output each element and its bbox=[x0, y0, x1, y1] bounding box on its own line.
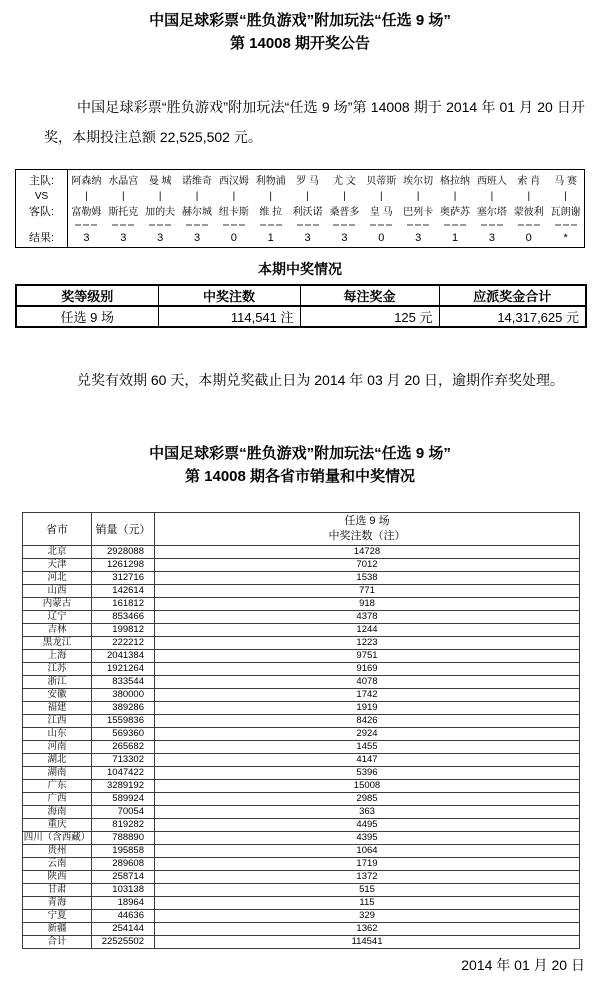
home-team: 西汉姆 bbox=[218, 176, 249, 187]
match-result: 0 bbox=[230, 232, 237, 244]
province-cell-name: 广东 bbox=[23, 780, 92, 793]
away-team: 加的夫 bbox=[145, 207, 176, 219]
province-header-name: 省市 bbox=[23, 513, 92, 546]
province-cell-sales: 2041384 bbox=[92, 650, 155, 663]
prize-header-amount: 每注奖金 bbox=[300, 285, 439, 306]
province-cell-wins: 2985 bbox=[155, 793, 580, 806]
province-cell-sales: 289608 bbox=[92, 858, 155, 871]
vs-separator: | bbox=[306, 191, 309, 202]
away-team: 维 拉 bbox=[259, 207, 283, 219]
table-row bbox=[23, 806, 580, 819]
table-row bbox=[23, 793, 580, 806]
province-cell-sales: 1261298 bbox=[92, 559, 155, 572]
home-team: 罗 马 bbox=[296, 176, 319, 187]
province-cell-sales: 1047422 bbox=[92, 767, 155, 780]
province-cell-name: 湖北 bbox=[23, 754, 92, 767]
home-team: 诺维奇 bbox=[182, 176, 212, 187]
match-column bbox=[252, 173, 289, 247]
away-team: 富勒姆 bbox=[71, 207, 102, 219]
match-result: 3 bbox=[304, 232, 311, 244]
province-cell-wins: 9751 bbox=[155, 650, 580, 663]
match-result: 3 bbox=[120, 232, 127, 244]
prize-table bbox=[15, 284, 587, 328]
match-result: 3 bbox=[341, 232, 348, 244]
match-column bbox=[510, 173, 547, 247]
province-cell-name: 上海 bbox=[23, 650, 92, 663]
province-cell-name: 山东 bbox=[23, 728, 92, 741]
dash-separator bbox=[326, 221, 363, 229]
province-cell-sales: 142614 bbox=[92, 585, 155, 598]
vs-separator: | bbox=[232, 191, 236, 202]
province-cell-name: 新疆 bbox=[23, 923, 92, 936]
home-team: 索 肖 bbox=[517, 176, 541, 187]
prize-section-title: 本期中奖情况 bbox=[258, 261, 342, 277]
table-row bbox=[23, 780, 580, 793]
province-cell-name: 北京 bbox=[23, 546, 92, 559]
table-row bbox=[23, 832, 580, 845]
province-cell-sales: 713302 bbox=[92, 754, 155, 767]
vs-separator: | bbox=[85, 191, 88, 202]
announcement-document bbox=[0, 9, 600, 975]
vs-separator: | bbox=[158, 191, 162, 202]
province-header-row bbox=[23, 513, 580, 546]
province-header-sales: 销量（元） bbox=[92, 513, 155, 546]
province-cell-sales: 389286 bbox=[92, 702, 155, 715]
table-row bbox=[23, 845, 580, 858]
province-cell-name: 内蒙古 bbox=[23, 598, 92, 611]
table-row bbox=[23, 910, 580, 923]
vs-separator: | bbox=[490, 191, 494, 202]
row-label-away: 客队: bbox=[28, 206, 55, 219]
province-cell-wins: 4147 bbox=[155, 754, 580, 767]
province-cell-wins: 4078 bbox=[155, 676, 580, 689]
match-column bbox=[68, 173, 105, 247]
province-cell-wins: 918 bbox=[155, 598, 580, 611]
province-cell-name: 辽宁 bbox=[23, 611, 92, 624]
away-team: 奥萨苏 bbox=[440, 207, 471, 219]
match-result: 3 bbox=[157, 232, 164, 244]
province-cell-name: 湖南 bbox=[23, 767, 92, 780]
province-cell-wins: 1455 bbox=[155, 741, 580, 754]
table-row bbox=[23, 702, 580, 715]
province-cell-sales: 18964 bbox=[92, 897, 155, 910]
table-row bbox=[23, 559, 580, 572]
match-column bbox=[363, 173, 400, 247]
table-row bbox=[23, 650, 580, 663]
vs-separator: | bbox=[269, 191, 273, 202]
footer-date: 2014 年 01 月 20 日 bbox=[461, 957, 585, 973]
away-team: 纽卡斯 bbox=[218, 207, 249, 219]
province-cell-sales: 312716 bbox=[92, 572, 155, 585]
table-row bbox=[23, 884, 580, 897]
match-result: 0 bbox=[525, 232, 532, 244]
province-cell-sales: 788890 bbox=[92, 832, 155, 845]
province-cell-sales: 199812 bbox=[92, 624, 155, 637]
province-cell-sales: 589924 bbox=[92, 793, 155, 806]
province-cell-wins: 1919 bbox=[155, 702, 580, 715]
away-team: 斯托克 bbox=[108, 207, 139, 219]
home-team: 曼 城 bbox=[148, 176, 172, 187]
vs-separator: | bbox=[564, 191, 567, 202]
province-cell-sales: 254144 bbox=[92, 923, 155, 936]
prize-cell-level: 任选 9 场 bbox=[16, 306, 158, 327]
match-result: 1 bbox=[267, 232, 274, 244]
province-header-game-line1: 任选 9 场 bbox=[344, 515, 390, 527]
table-row bbox=[23, 624, 580, 637]
match-column bbox=[179, 173, 216, 247]
away-team: 桑普多 bbox=[329, 207, 360, 219]
province-cell-wins: 14728 bbox=[155, 546, 580, 559]
match-result: 3 bbox=[415, 232, 422, 244]
province-cell-wins: 5396 bbox=[155, 767, 580, 780]
validity-paragraph: 兑奖有效期 60 天，本期兑奖截止日为 2014 年 03 月 20 日，逾期作弃奖处理。 bbox=[77, 372, 564, 388]
table-row bbox=[23, 728, 580, 741]
province-cell-sales: 2928088 bbox=[92, 546, 155, 559]
home-team: 埃尔切 bbox=[403, 176, 434, 187]
province-section-title-line2: 第 14008 期各省市销量和中奖情况 bbox=[184, 468, 416, 485]
table-row bbox=[23, 715, 580, 728]
away-team: 利沃诺 bbox=[292, 207, 323, 219]
province-table-body bbox=[23, 546, 580, 949]
table-row bbox=[23, 585, 580, 598]
province-cell-sales: 380000 bbox=[92, 689, 155, 702]
province-cell-wins: 4395 bbox=[155, 832, 580, 845]
page-title-line2: 第 14008 期开奖公告 bbox=[229, 35, 371, 52]
dash-separator bbox=[289, 221, 326, 229]
table-row bbox=[16, 306, 586, 327]
province-cell-wins: 7012 bbox=[155, 559, 580, 572]
province-cell-sales: 569360 bbox=[92, 728, 155, 741]
prize-header-level: 奖等级别 bbox=[16, 285, 158, 306]
province-cell-sales: 22525502 bbox=[92, 936, 155, 949]
province-cell-wins: 2924 bbox=[155, 728, 580, 741]
match-column bbox=[215, 173, 252, 247]
province-section-title-line1: 中国足球彩票“胜负游戏”附加玩法“任选 9 场” bbox=[149, 445, 451, 462]
province-cell-wins: 1064 bbox=[155, 845, 580, 858]
match-column bbox=[400, 173, 437, 247]
prize-cell-total: 14,317,625 元 bbox=[439, 306, 586, 327]
match-column bbox=[547, 173, 584, 247]
match-results-table bbox=[15, 169, 585, 248]
dash-separator bbox=[215, 221, 252, 229]
dash-separator bbox=[510, 221, 547, 229]
row-label-result: 结果: bbox=[28, 232, 55, 244]
province-cell-wins: 1742 bbox=[155, 689, 580, 702]
table-row bbox=[23, 819, 580, 832]
match-result: 1 bbox=[451, 232, 459, 244]
table-row bbox=[23, 871, 580, 884]
province-cell-wins: 15008 bbox=[155, 780, 580, 793]
match-result: 3 bbox=[83, 232, 90, 244]
province-header-game bbox=[155, 513, 580, 546]
table-row bbox=[23, 637, 580, 650]
province-cell-name: 青海 bbox=[23, 897, 92, 910]
province-cell-wins: 1719 bbox=[155, 858, 580, 871]
page-title-line1: 中国足球彩票“胜负游戏”附加玩法“任选 9 场” bbox=[149, 12, 451, 29]
province-cell-name: 黑龙江 bbox=[23, 637, 92, 650]
province-cell-wins: 115 bbox=[155, 897, 580, 910]
row-label-spacer bbox=[16, 221, 67, 229]
dash-separator bbox=[547, 221, 584, 229]
home-team: 水晶宫 bbox=[108, 176, 139, 187]
province-cell-wins: 4378 bbox=[155, 611, 580, 624]
province-cell-wins: 1372 bbox=[155, 871, 580, 884]
table-row bbox=[23, 741, 580, 754]
match-result: * bbox=[563, 232, 568, 244]
province-cell-name: 甘肃 bbox=[23, 884, 92, 897]
province-cell-sales: 853466 bbox=[92, 611, 155, 624]
match-result: 3 bbox=[193, 232, 201, 244]
dash-separator bbox=[105, 221, 142, 229]
match-result: 0 bbox=[378, 232, 385, 244]
province-cell-wins: 329 bbox=[155, 910, 580, 923]
province-cell-name: 河北 bbox=[23, 572, 92, 585]
vs-separator: | bbox=[380, 191, 383, 202]
prize-cell-amount: 125 元 bbox=[300, 306, 439, 327]
province-cell-wins: 771 bbox=[155, 585, 580, 598]
province-cell-wins: 9169 bbox=[155, 663, 580, 676]
province-cell-wins: 1223 bbox=[155, 637, 580, 650]
dash-separator bbox=[179, 221, 216, 229]
province-cell-name: 吉林 bbox=[23, 624, 92, 637]
province-cell-name: 江苏 bbox=[23, 663, 92, 676]
dash-separator bbox=[473, 221, 510, 229]
table-row bbox=[23, 858, 580, 871]
table-row bbox=[23, 676, 580, 689]
province-cell-wins: 114541 bbox=[155, 936, 580, 949]
away-team: 巴列卡 bbox=[403, 207, 434, 219]
match-column bbox=[326, 173, 363, 247]
away-team: 赫尔城 bbox=[182, 207, 212, 219]
vs-separator: | bbox=[453, 191, 457, 202]
province-cell-sales: 1921264 bbox=[92, 663, 155, 676]
province-cell-name: 海南 bbox=[23, 806, 92, 819]
away-team: 塞尔塔 bbox=[476, 207, 507, 219]
match-column bbox=[437, 173, 474, 247]
province-table bbox=[22, 512, 580, 949]
match-column bbox=[473, 173, 510, 247]
table-row bbox=[23, 546, 580, 559]
province-cell-sales: 44636 bbox=[92, 910, 155, 923]
table-row bbox=[23, 598, 580, 611]
home-team: 格拉纳 bbox=[440, 176, 471, 187]
province-cell-wins: 8426 bbox=[155, 715, 580, 728]
table-row bbox=[23, 767, 580, 780]
row-label-home: 主队: bbox=[28, 175, 55, 187]
province-cell-name: 合计 bbox=[23, 936, 92, 949]
vs-separator: | bbox=[195, 191, 199, 202]
province-cell-name: 福建 bbox=[23, 702, 92, 715]
province-cell-wins: 4495 bbox=[155, 819, 580, 832]
match-column bbox=[105, 173, 142, 247]
province-cell-name: 山西 bbox=[23, 585, 92, 598]
province-cell-wins: 515 bbox=[155, 884, 580, 897]
province-cell-name: 宁夏 bbox=[23, 910, 92, 923]
province-header-game-line2: 中奖注数（注） bbox=[328, 530, 406, 542]
vs-separator: | bbox=[416, 191, 420, 202]
province-cell-sales: 1559836 bbox=[92, 715, 155, 728]
away-team: 皇 马 bbox=[369, 207, 393, 219]
prize-cell-count: 114,541 注 bbox=[158, 306, 300, 327]
province-cell-name: 陕西 bbox=[23, 871, 92, 884]
match-column bbox=[142, 173, 179, 247]
province-cell-sales: 258714 bbox=[92, 871, 155, 884]
match-row-labels bbox=[16, 170, 68, 247]
intro-paragraph: 中国足球彩票“胜负游戏”附加玩法“任选 9 场”第 14008 期于 2014 年 01 月 20 日开奖，本期投注总额 22,525,502 元。 bbox=[44, 99, 585, 145]
vs-separator: | bbox=[527, 191, 531, 202]
prize-table-body bbox=[16, 306, 586, 327]
province-cell-wins: 1244 bbox=[155, 624, 580, 637]
match-columns bbox=[68, 170, 584, 247]
prize-header-row bbox=[16, 285, 586, 306]
row-label-vs: VS bbox=[34, 191, 49, 202]
vs-separator: | bbox=[121, 191, 125, 202]
match-column bbox=[289, 173, 326, 247]
dash-separator bbox=[437, 221, 474, 229]
table-row bbox=[23, 572, 580, 585]
dash-separator bbox=[363, 221, 400, 229]
province-cell-name: 四川（含西藏） bbox=[23, 832, 91, 843]
province-cell-wins: 1362 bbox=[155, 923, 580, 936]
province-cell-name: 浙江 bbox=[23, 676, 92, 689]
province-cell-name: 天津 bbox=[23, 559, 92, 572]
table-row bbox=[23, 897, 580, 910]
province-cell-sales: 103138 bbox=[92, 884, 155, 897]
home-team: 西班人 bbox=[476, 176, 507, 187]
vs-separator: | bbox=[343, 191, 346, 202]
province-cell-sales: 3289192 bbox=[92, 780, 155, 793]
dash-separator bbox=[400, 221, 437, 229]
table-row bbox=[23, 754, 580, 767]
page-title bbox=[0, 9, 600, 55]
away-team: 瓦朗谢 bbox=[550, 207, 581, 219]
province-cell-sales: 833544 bbox=[92, 676, 155, 689]
province-cell-sales: 265682 bbox=[92, 741, 155, 754]
province-cell-wins: 1538 bbox=[155, 572, 580, 585]
match-result: 3 bbox=[488, 232, 495, 244]
prize-header-total: 应派奖金合计 bbox=[439, 285, 586, 306]
province-cell-name: 安徽 bbox=[23, 689, 92, 702]
table-row bbox=[23, 689, 580, 702]
away-team: 蒙彼利 bbox=[513, 207, 544, 219]
province-cell-name: 云南 bbox=[23, 858, 92, 871]
province-cell-sales: 70054 bbox=[92, 806, 155, 819]
province-cell-name: 贵州 bbox=[23, 845, 92, 858]
province-cell-wins: 363 bbox=[155, 806, 580, 819]
dash-separator bbox=[68, 221, 105, 229]
province-cell-name: 重庆 bbox=[23, 819, 92, 832]
province-cell-name: 河南 bbox=[23, 741, 92, 754]
table-row bbox=[23, 611, 580, 624]
home-team: 贝蒂斯 bbox=[366, 176, 397, 187]
province-cell-name: 广西 bbox=[23, 793, 92, 806]
province-section-title bbox=[0, 442, 600, 488]
home-team: 阿森纳 bbox=[71, 176, 102, 187]
province-cell-sales: 222212 bbox=[92, 637, 155, 650]
home-team: 利物浦 bbox=[255, 176, 286, 187]
province-cell-name: 江西 bbox=[23, 715, 92, 728]
home-team: 马 赛 bbox=[554, 176, 577, 187]
province-cell-sales: 161812 bbox=[92, 598, 155, 611]
dash-separator bbox=[252, 221, 289, 229]
province-cell-sales: 195858 bbox=[92, 845, 155, 858]
dash-separator bbox=[142, 221, 179, 229]
table-row bbox=[23, 923, 580, 936]
table-row bbox=[23, 663, 580, 676]
prize-header-count: 中奖注数 bbox=[158, 285, 300, 306]
home-team: 尤 文 bbox=[333, 176, 356, 187]
table-row bbox=[23, 936, 580, 949]
province-cell-sales: 819282 bbox=[92, 819, 155, 832]
